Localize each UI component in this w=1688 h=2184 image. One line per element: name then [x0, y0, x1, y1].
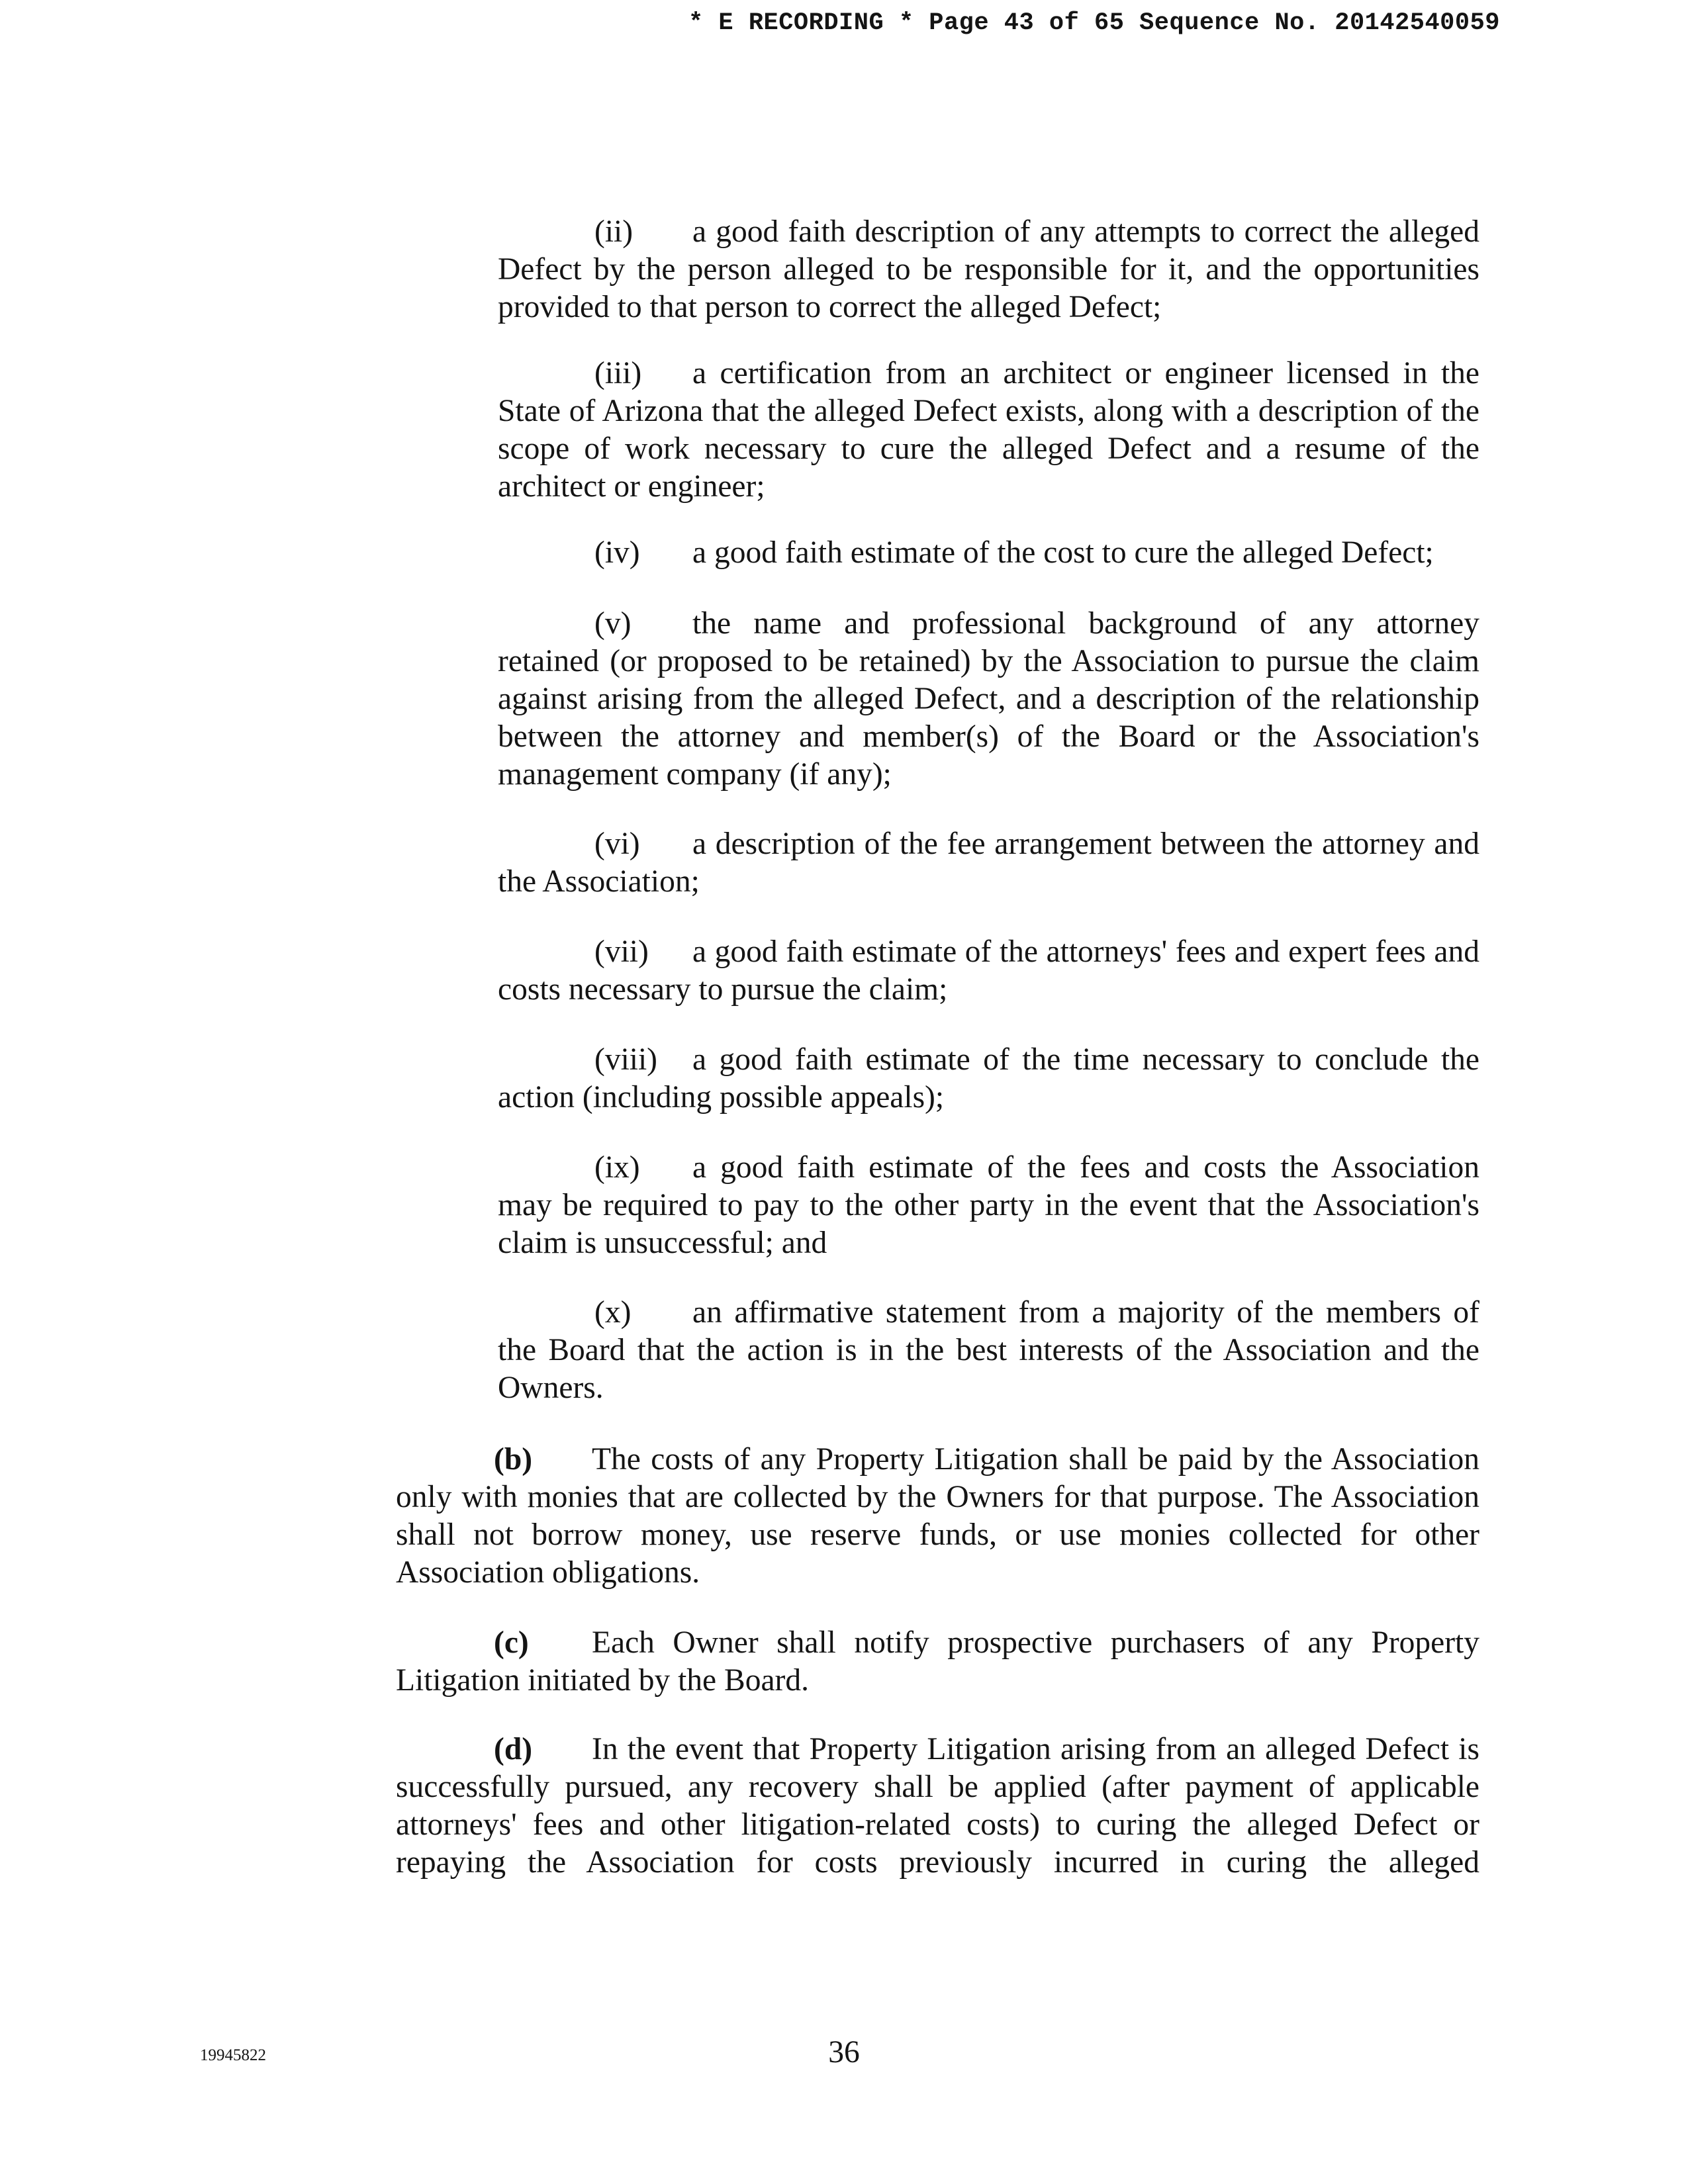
subitem-text: a certification from an architect or engineer licensed in the State of Arizona that the alleged Defect exists, along with a description of the scope of work necessary to cure the alleged Defect and a resume of the architect or engineer;	[498, 356, 1479, 504]
subitem-vi	[498, 825, 1479, 901]
section-text: In the event that Property Litigation arising from an alleged Defect is successfully pursued, any recovery shall be applied (after payment of applicable attorneys' fees and other litigation-related costs) to curing the alleged Defect or repaying the Association for costs previously incurred in curing the alleged	[396, 1732, 1479, 1880]
subitem-text: a good faith estimate of the fees and costs the Association may be required to pay to the other party in the event that the Association's claim is unsuccessful; and	[498, 1150, 1479, 1260]
subitem-iii	[498, 355, 1479, 506]
subitem-label: (vi)	[594, 827, 640, 861]
subitem-ix	[498, 1149, 1479, 1262]
subitem-text: a good faith estimate of the attorneys' fees and expert fees and costs necessary to pursue the claim;	[498, 934, 1479, 1007]
subitem-label: (viii)	[594, 1042, 657, 1077]
subitem-vii	[498, 933, 1479, 1009]
subitem-label: (iv)	[594, 535, 640, 570]
subitem-label: (ii)	[594, 214, 633, 249]
subitem-label: (v)	[594, 606, 632, 641]
section-label: (d)	[494, 1732, 533, 1766]
section-b	[396, 1441, 1479, 1592]
section-label: (c)	[494, 1625, 529, 1660]
subitem-text: a good faith estimate of the cost to cure the alleged Defect;	[692, 535, 1434, 570]
document-id: 19945822	[200, 2046, 266, 2064]
section-d	[396, 1731, 1479, 1882]
section-label: (b)	[494, 1442, 533, 1477]
subitem-text: the name and professional background of any attorney retained (or proposed to be retained) by the Association to pursue the claim against arising from the alleged Defect, and a description of the relationship between the attorney and member(s) of the Board or the Association's management company (if any);	[498, 606, 1479, 792]
subitem-viii	[498, 1041, 1479, 1116]
subitem-label: (vii)	[594, 934, 649, 969]
recording-header: * E RECORDING * Page 43 of 65 Sequence No. 20142540059	[688, 9, 1500, 37]
subitem-v	[498, 605, 1479, 794]
subitem-ii	[498, 213, 1479, 326]
section-text: Each Owner shall notify prospective purchasers of any Property Litigation initiated by the Board.	[396, 1625, 1479, 1698]
subitem-text: a good faith description of any attempts to correct the alleged Defect by the person alleged to be responsible for it, and the opportunities provided to that person to correct the alleged Defect;	[498, 214, 1479, 324]
subitem-label: (x)	[594, 1295, 632, 1330]
subitem-label: (iii)	[594, 356, 642, 390]
section-c	[396, 1624, 1479, 1700]
subitem-x	[498, 1294, 1479, 1407]
subitem-iv	[498, 534, 1479, 572]
page-number: 36	[828, 2035, 860, 2070]
subitem-label: (ix)	[594, 1150, 640, 1185]
subitem-text: a description of the fee arrangement between the attorney and the Association;	[498, 827, 1479, 899]
subitem-text: an affirmative statement from a majority of the members of the Board that the action is in the best interests of the Association and the Owners.	[498, 1295, 1479, 1405]
section-text: The costs of any Property Litigation shall be paid by the Association only with monies that are collected by the Owners for that purpose. The Association shall not borrow money, use reserve funds, or use monies collected for other Association obligations.	[396, 1442, 1479, 1590]
subitem-text: a good faith estimate of the time necessary to conclude the action (including possible appeals);	[498, 1042, 1479, 1115]
